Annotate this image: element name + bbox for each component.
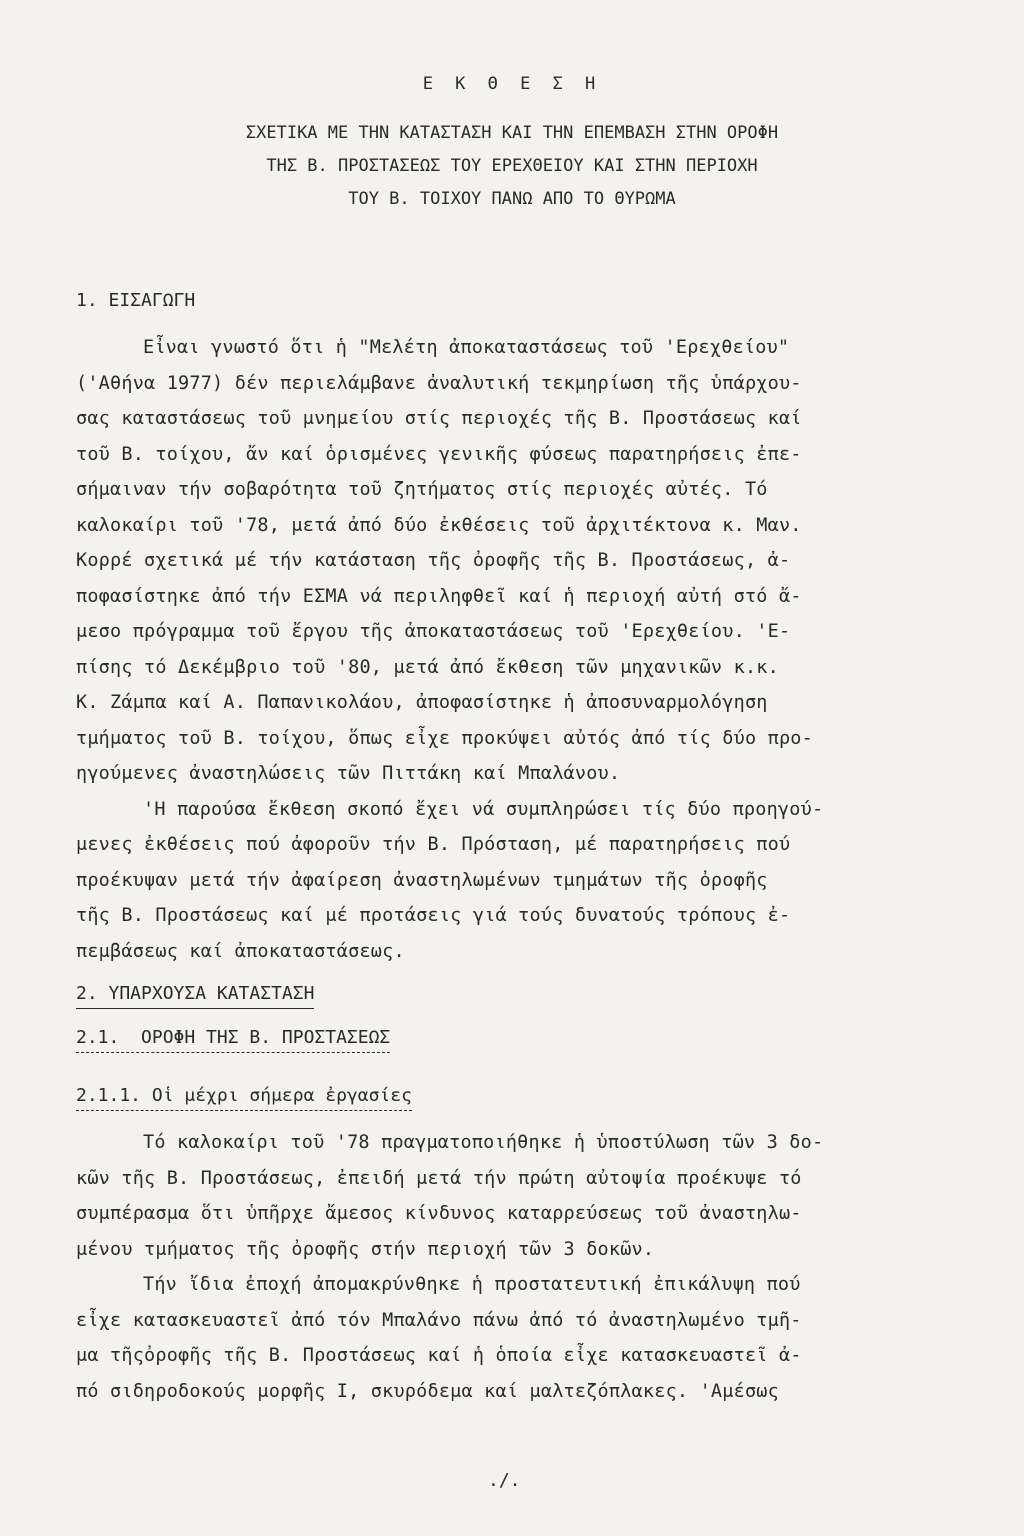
text-line: ('Αθήνα 1977) δέν περιελάμβανε ἀναλυτική τεκμηρίωση τῆς ὑπάρχου-	[76, 372, 802, 394]
text-line: σας καταστάσεως τοῦ μνημείου στίς περιοχές τῆς Β. Προστάσεως καί	[76, 408, 802, 429]
page-continuation-mark: ./.	[488, 1470, 521, 1491]
text-line: τῆς Β. Προστάσεως καί μέ προτάσεις γιά τούς δυνατούς τρόπους ἐ-	[76, 905, 791, 926]
text-line: ηγούμενες ἀναστηλώσεις τῶν Πιττάκη καί Μπαλάνου.	[76, 763, 621, 784]
section-heading-introduction: 1. ΕΙΣΑΓΩΓΗ	[76, 290, 196, 311]
text-line: μενες ἐκθέσεις πού ἀφοροῦν τήν Β. Πρόσταση, μέ παρατηρήσεις πού	[76, 834, 791, 855]
text-line: μα τῆςὀροφῆς τῆς Β. Προστάσεως καί ἡ ὁποία εἶχε κατασκευαστεῖ ἀ-	[76, 1345, 802, 1366]
text-line: μένου τμήματος τῆς ὀροφῆς στήν περιοχή τῶν 3 δοκῶν.	[76, 1238, 655, 1260]
text-line: 'Η παρούσα ἔκθεση σκοπό ἔχει νά συμπληρώσει τίς δύο προηγού-	[143, 798, 824, 820]
text-line: πίσης τό Δεκέμβριο τοῦ '80, μετά ἀπό ἔκθεση τῶν μηχανικῶν κ.κ.	[76, 656, 779, 678]
text-line: προέκυψαν μετά τήν ἀφαίρεση ἀναστηλωμένων τμημάτων τῆς ὀροφῆς	[76, 869, 768, 891]
text-line: ποφασίστηκε ἀπό τήν ΕΣΜΑ νά περιληφθεῖ καί ἡ περιοχή αὐτή στό ἄ-	[76, 585, 802, 607]
subtitle-line: ΤΗΣ Β. ΠΡΟΣΤΑΣΕΩΣ ΤΟΥ ΕΡΕΧΘΕΙΟΥ ΚΑΙ ΣΤΗΝ ΠΕΡΙΟΧΗ	[266, 156, 758, 176]
text-line: τμήματος τοῦ Β. τοίχου, ὅπως εἶχε προκύψει αὐτός ἀπό τίς δύο προ-	[76, 727, 813, 749]
intro-paragraph	[76, 330, 956, 969]
section-heading-existing-state: 2. ΥΠΑΡΧΟΥΣΑ ΚΑΤΑΣΤΑΣΗ	[76, 980, 314, 1009]
text-line: εἶχε κατασκευαστεῖ ἀπό τόν Μπαλάνο πάνω ἀπό τό ἀναστηλωμένο τμῆ-	[76, 1309, 802, 1331]
text-line: κῶν τῆς Β. Προστάσεως, ἐπειδή μετά τήν πρώτη αὐτοψία προέκυψε τό	[76, 1167, 802, 1189]
text-line: μεσο πρόγραμμα τοῦ ἔργου τῆς ἀποκαταστάσεως τοῦ 'Ερεχθείου. 'Ε-	[76, 621, 791, 642]
text-line: Κορρέ σχετικά μέ τήν κατάσταση τῆς ὀροφῆς τῆς Β. Προστάσεως, ἀ-	[76, 550, 791, 571]
text-line: καλοκαίρι τοῦ '78, μετά ἀπό δύο ἐκθέσεις τοῦ ἀρχιτέκτονα κ. Μαν.	[76, 514, 802, 536]
section-heading-roof: 2.1. ΟΡΟΦΗ ΤΗΣ Β. ΠΡΟΣΤΑΣΕΩΣ	[76, 1024, 390, 1053]
text-line: Κ. Ζάμπα καί Α. Παπανικολάου, ἀποφασίστηκε ἡ ἀποσυναρμολόγηση	[76, 692, 768, 713]
text-line: Τό καλοκαίρι τοῦ '78 πραγματοποιήθηκε ἡ ὑποστύλωση τῶν 3 δο-	[143, 1132, 824, 1153]
text-line: τοῦ Β. τοίχου, ἄν καί ὁρισμένες γενικῆς φύσεως παρατηρήσεις ἐπε-	[76, 443, 802, 465]
text-line: πεμβάσεως καί ἀποκαταστάσεως.	[76, 940, 405, 962]
text-line: πό σιδηροδοκούς μορφῆς Ι, σκυρόδεμα καί μαλτεζόπλακες. 'Αμέσως	[76, 1380, 779, 1402]
text-line: Εἶναι γνωστό ὅτι ἡ "Μελέτη ἀποκαταστάσεως τοῦ 'Ερεχθείου"	[143, 337, 790, 358]
works-paragraph	[76, 1125, 956, 1409]
text-line: Τήν ἴδια ἐποχή ἀπομακρύνθηκε ἡ προστατευτική ἐπικάλυψη πού	[143, 1274, 801, 1295]
section-heading-works: 2.1.1. Οἱ μέχρι σήμερα ἐργασίες	[76, 1082, 412, 1111]
subtitle-line: ΤΟΥ Β. ΤΟΙΧΟΥ ΠΑΝΩ ΑΠΟ ΤΟ ΘΥΡΩΜΑ	[348, 189, 676, 209]
document-title: Ε Κ Θ Ε Σ Η	[422, 74, 602, 94]
text-line: σήμαιναν τήν σοβαρότητα τοῦ ζητήματος στίς περιοχές αὐτές. Τό	[76, 479, 768, 500]
subtitle-line: ΣΧΕΤΙΚΑ ΜΕ ΤΗΝ ΚΑΤΑΣΤΑΣΗ ΚΑΙ ΤΗΝ ΕΠΕΜΒΑΣΗ ΣΤΗΝ ΟΡΟΦΗ	[245, 123, 779, 143]
text-line: συμπέρασμα ὅτι ὑπῆρχε ἄμεσος κίνδυνος καταρρεύσεως τοῦ ἀναστηλω-	[76, 1203, 802, 1224]
